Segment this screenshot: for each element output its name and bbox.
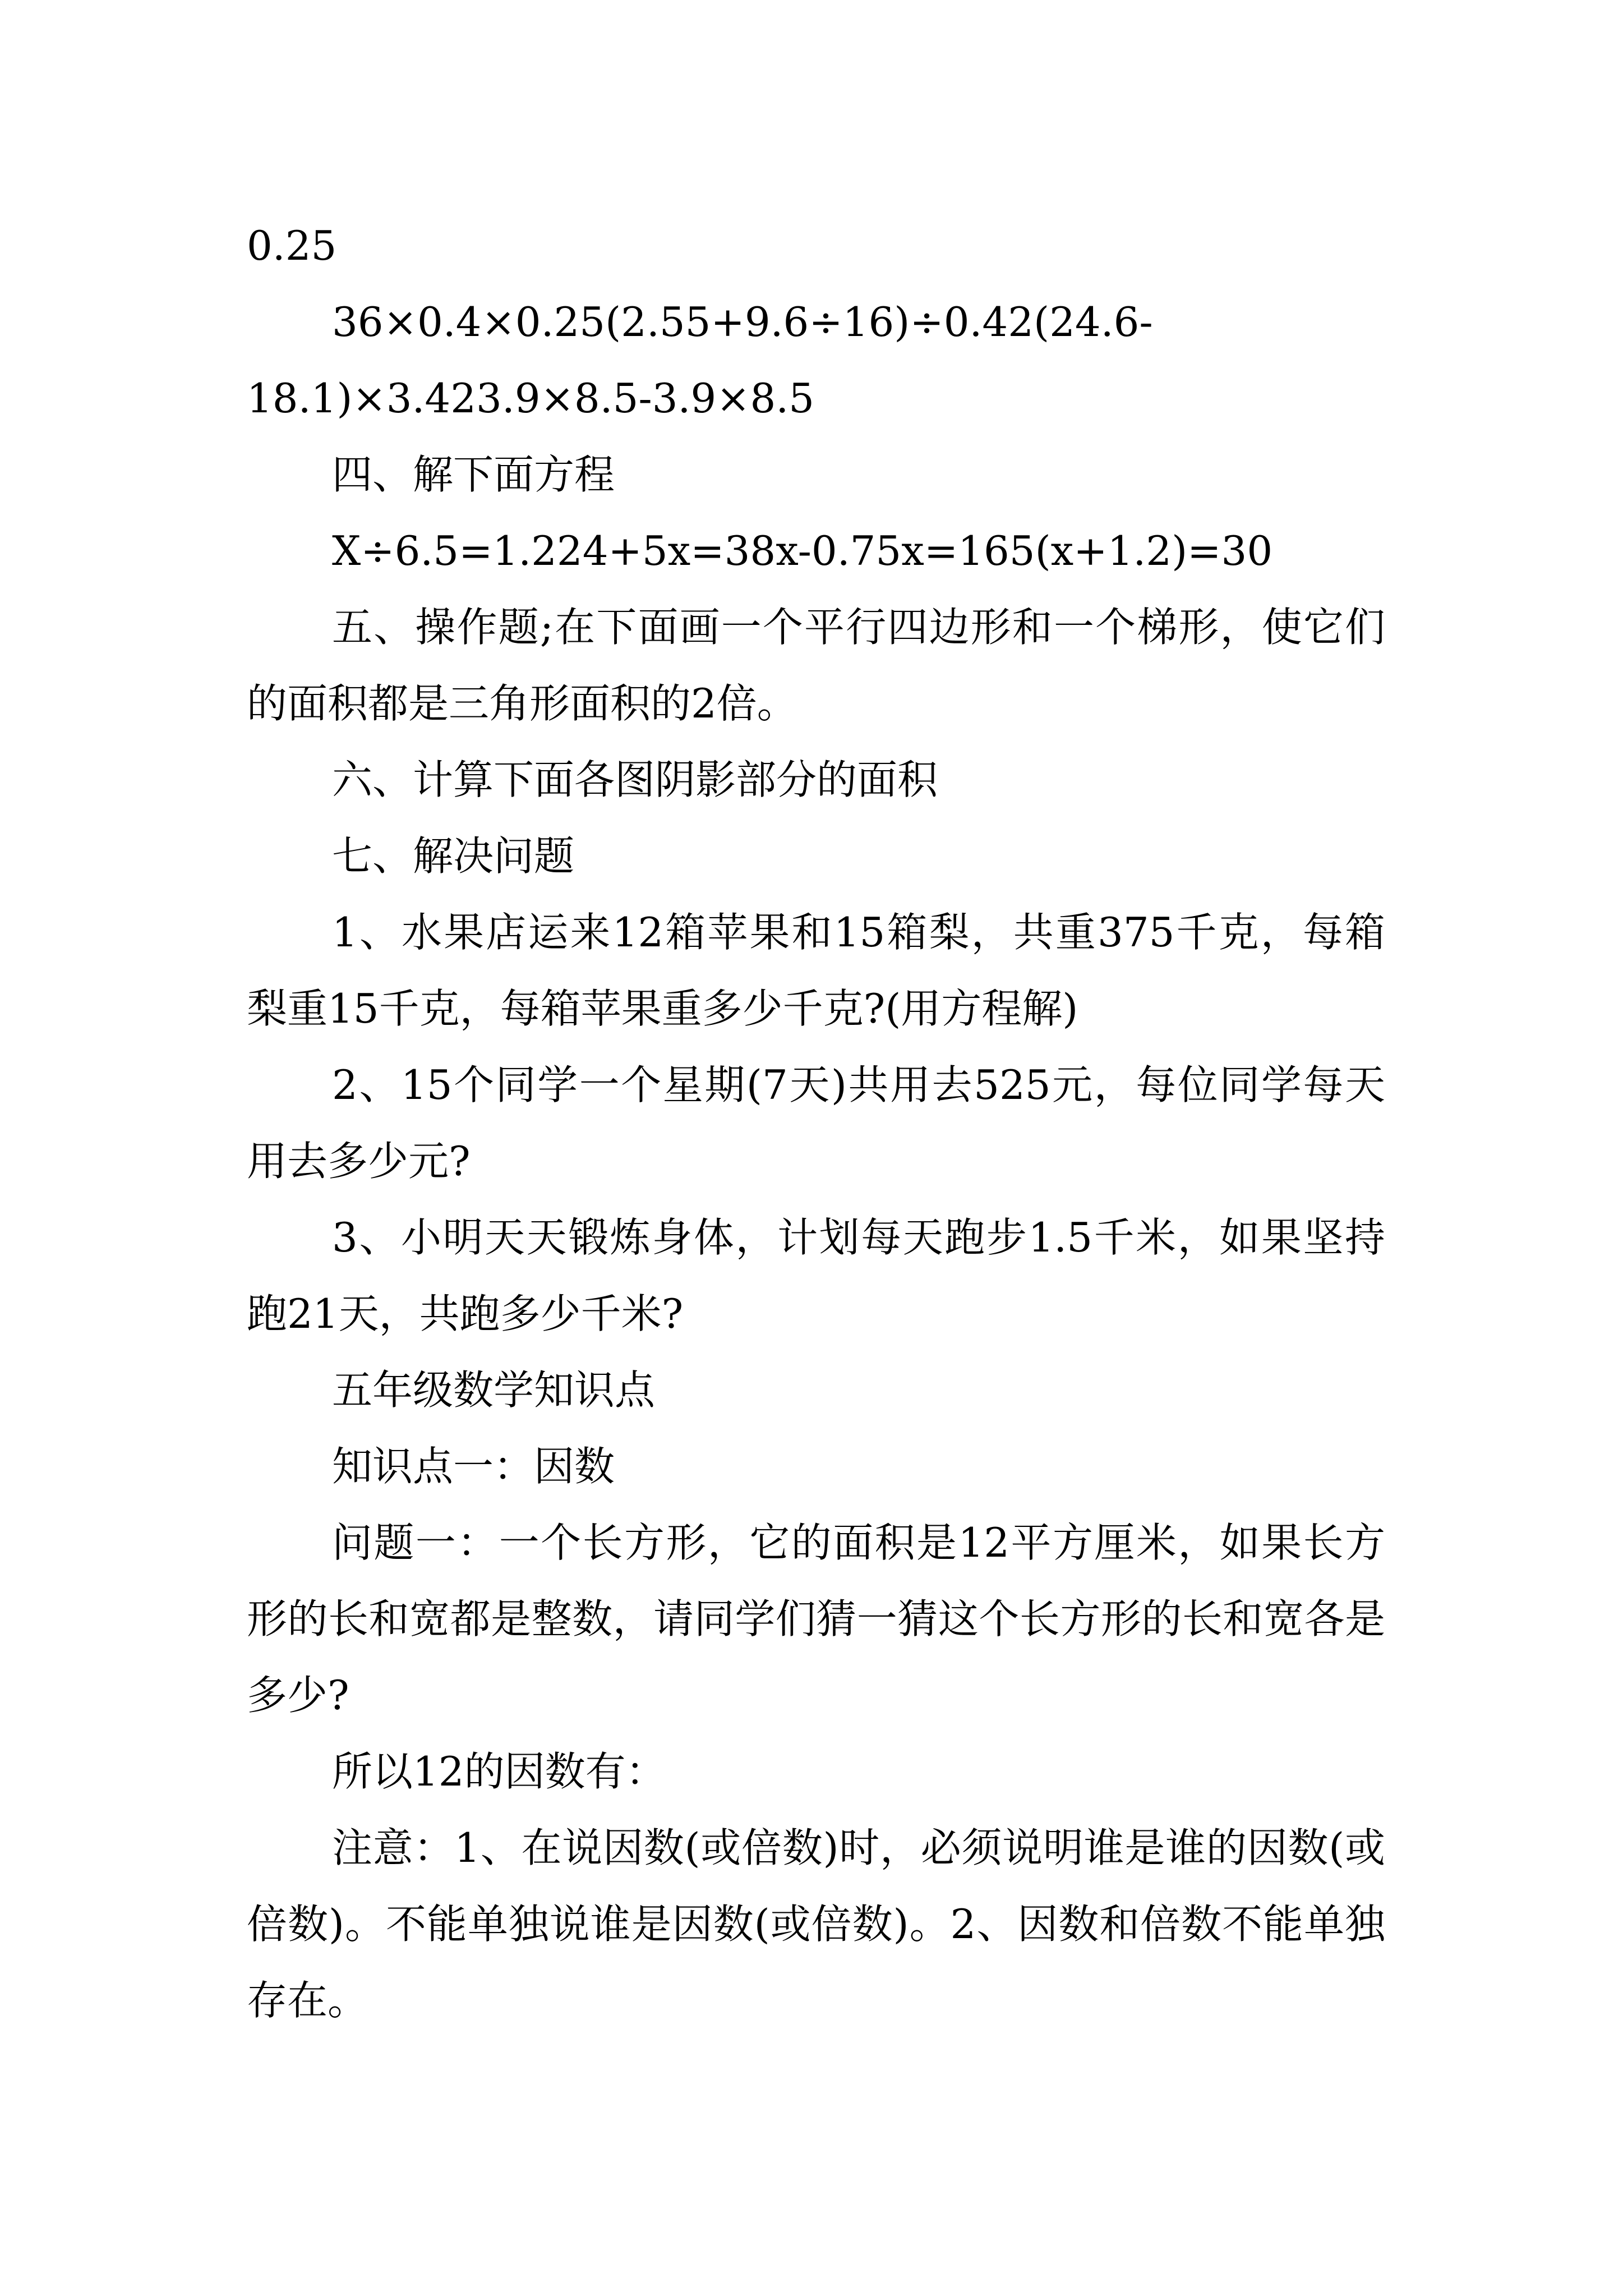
- factors-of-12-line: 所以12的因数有：: [332, 1748, 666, 1795]
- section-heading-solve-problems: 七、解决问题: [332, 832, 575, 880]
- note-paragraph: 注意：1、在说因数(或倍数)时，必须说明谁是谁的因数(或倍数)。不能单独说谁是因数(或倍数)。2、因数和倍数不能单独存在。: [247, 1824, 1385, 2024]
- section-heading-drawing-task: 五、操作题;在下面画一个平行四边形和一个梯形，使它们的面积都是三角形面积的2倍。: [247, 604, 1385, 727]
- knowledge-point-1-heading: 知识点一：因数: [332, 1443, 615, 1490]
- paragraph-expression-tail: 0.25: [247, 222, 337, 269]
- question-1: 问题一：一个长方形，它的面积是12平方厘米，如果长方形的长和宽都是整数，请同学们猜一猜这个长方形的长和宽各是多少?: [247, 1519, 1385, 1719]
- section-heading-shaded-area: 六、计算下面各图阴影部分的面积: [332, 756, 938, 803]
- problem-1: 1、水果店运来12箱苹果和15箱梨，共重375千克，每箱梨重15千克，每箱苹果重多少千克?(用方程解): [247, 909, 1385, 1032]
- section-heading-knowledge-points: 五年级数学知识点: [332, 1366, 656, 1414]
- problem-2: 2、15个同学一个星期(7天)共用去525元，每位同学每天用去多少元?: [247, 1061, 1385, 1185]
- section-heading-equations: 四、解下面方程: [332, 451, 615, 498]
- paragraph-equations: X÷6.5=1.224+5x=38x-0.75x=165(x+1.2)=30: [332, 527, 1273, 574]
- problem-3: 3、小明天天锻炼身体，计划每天跑步1.5千米，如果坚持跑21天，共跑多少千米?: [247, 1214, 1385, 1337]
- paragraph-calculation-expressions: 36×0.4×0.25(2.55+9.6÷16)÷0.42(24.6-18.1)×3.423.9×8.5-3.9×8.5: [247, 298, 1153, 422]
- document-body: [247, 208, 1385, 2039]
